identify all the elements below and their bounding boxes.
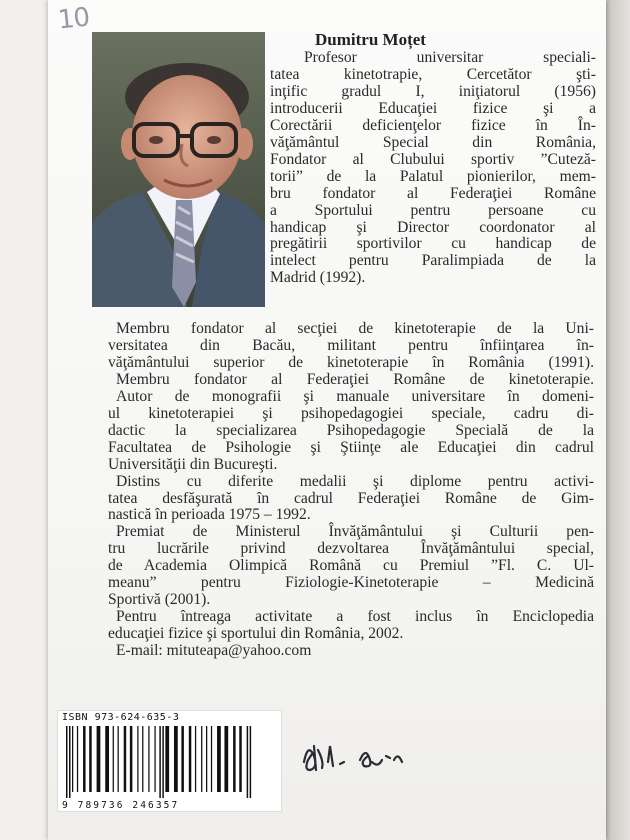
barcode-bar [77, 726, 78, 792]
barcode-bar [113, 726, 114, 792]
text-line: Distins cu diferite medalii şi diplome pentru activi- [116, 472, 594, 490]
bio-line: torii” de la Palatul pionierilor, mem- [270, 167, 596, 185]
barcode-bar [72, 726, 73, 792]
author-bio [270, 50, 596, 287]
barcode-number: 9 789736 246357 [62, 800, 180, 811]
barcode-bar [174, 726, 178, 792]
barcode-bar [159, 726, 161, 798]
text-line: versitatea din Bacău, militant pentru înfiinţarea în- [108, 336, 594, 354]
barcode-bar [105, 726, 109, 792]
barcode-bar [89, 726, 92, 792]
text-line: educaţiei fizice şi sportului din România, 2002. [108, 625, 404, 643]
barcode [62, 726, 275, 800]
text-line: Premiat de Ministerul Învăţământului şi Culturii pen- [116, 523, 594, 541]
bio-line: introducerii Educaţiei fizice şi a [270, 99, 596, 117]
text-line: tru lucrările privind dezvoltarea Învăţământului special, [108, 540, 594, 558]
text-line: tatea desfăşurată în cadrul Federaţiei Române de Gim- [108, 489, 594, 507]
barcode-bar [69, 726, 71, 798]
barcode-bar [247, 726, 249, 798]
text-line: văţământului superior de kinetoterapie în România (1991). [108, 353, 594, 371]
email-line: E-mail: mituteapa@yahoo.com [116, 642, 312, 660]
barcode-bar [66, 726, 68, 798]
paragraph-membership [108, 320, 594, 389]
author-name: Dumitru Moțet [315, 30, 426, 49]
barcode-bar [239, 726, 242, 792]
text-line: Sportivă (2001). [108, 591, 211, 609]
bio-line: tatea kinetotrapie, Cercetător şti- [270, 65, 596, 83]
barcode-bar [189, 726, 192, 792]
text-line: de Academia Olimpică Română cu Premiul ”Fl. C. Ul- [108, 557, 594, 575]
text-line: ul kinetoterapiei şi psihopedagogiei speciale, cadru di- [108, 404, 594, 422]
barcode-bar [137, 726, 138, 792]
paragraph-author [108, 387, 594, 474]
text-line: nastică în perioada 1975 – 1992. [108, 506, 311, 524]
text-line: dactic la specializarea Psihopedagogie Specială de la [108, 421, 594, 439]
bio-line: Profesor universitar speciali- [304, 49, 596, 66]
paragraph-awards [108, 472, 594, 525]
bio-line: inţific gradul I, iniţiatorul (1956) [270, 82, 596, 100]
barcode-bar [211, 726, 212, 792]
bio-line: Madrid (1992). [270, 269, 366, 287]
text-line: Facultatea de Psihologie şi Ştiinţe ale Educaţiei din cadrul [108, 438, 594, 456]
body-text [108, 320, 594, 660]
barcode-bar [130, 726, 133, 792]
text-line: Membru fondator al secţiei de kinetoterapie de la Uni- [116, 320, 594, 337]
barcode-bar [124, 726, 127, 792]
pencil-note: 10 [56, 2, 91, 36]
barcode-bar [195, 726, 196, 792]
paragraph-prizes [108, 523, 594, 609]
barcode-bar [206, 726, 207, 792]
barcode-bar [250, 726, 252, 798]
author-photo [92, 32, 265, 307]
bio-line: pregătirii sportivilor cu handicap de [270, 235, 596, 253]
barcode-bar [97, 726, 101, 792]
barcode-bar [142, 726, 143, 792]
barcode-bar [154, 726, 155, 792]
text-line: Autor de monografii şi manuale universitare în domeni- [116, 387, 594, 405]
bio-line: Fondator al Clubului sportiv ”Cuteză- [270, 150, 596, 168]
barcode-bar [83, 726, 86, 792]
barcode-bar [181, 726, 184, 792]
barcode-bar [217, 726, 221, 792]
bio-line: Corectării deficienţelor fizice în În- [270, 116, 596, 134]
text-line: meanu” pentru Fiziologie-Kinetoterapie – Medicină [108, 574, 594, 592]
paragraph-encyclopedia [108, 608, 594, 643]
bio-line: văţământul Special din România, [270, 133, 596, 151]
barcode-bar [233, 726, 236, 792]
barcode-bar [162, 726, 164, 798]
barcode-bar [118, 726, 119, 792]
barcode-bar [148, 726, 149, 792]
handwritten-signature [300, 732, 410, 780]
barcode-bar [224, 726, 228, 792]
text-line: Universităţii din Bucureşti. [108, 455, 278, 473]
bio-line: intelect pentru Paralimpiada de la [270, 252, 596, 270]
background-surface [606, 0, 630, 840]
text-line: Membru fondator al Federaţiei Române de kinetoterapie. [116, 370, 594, 388]
bio-line: handicap şi Director coordonator al [270, 218, 596, 236]
text-line: Pentru întreaga activitate a fost inclus în Enciclopedia [116, 608, 594, 626]
bio-line: a Sportului pentru persoane cu [270, 201, 596, 219]
barcode-bar [201, 726, 202, 792]
isbn-label: ISBN 973-624-635-3 [62, 712, 180, 723]
barcode-bar [165, 726, 169, 792]
bio-line: bru fondator al Federaţiei Române [270, 184, 596, 202]
